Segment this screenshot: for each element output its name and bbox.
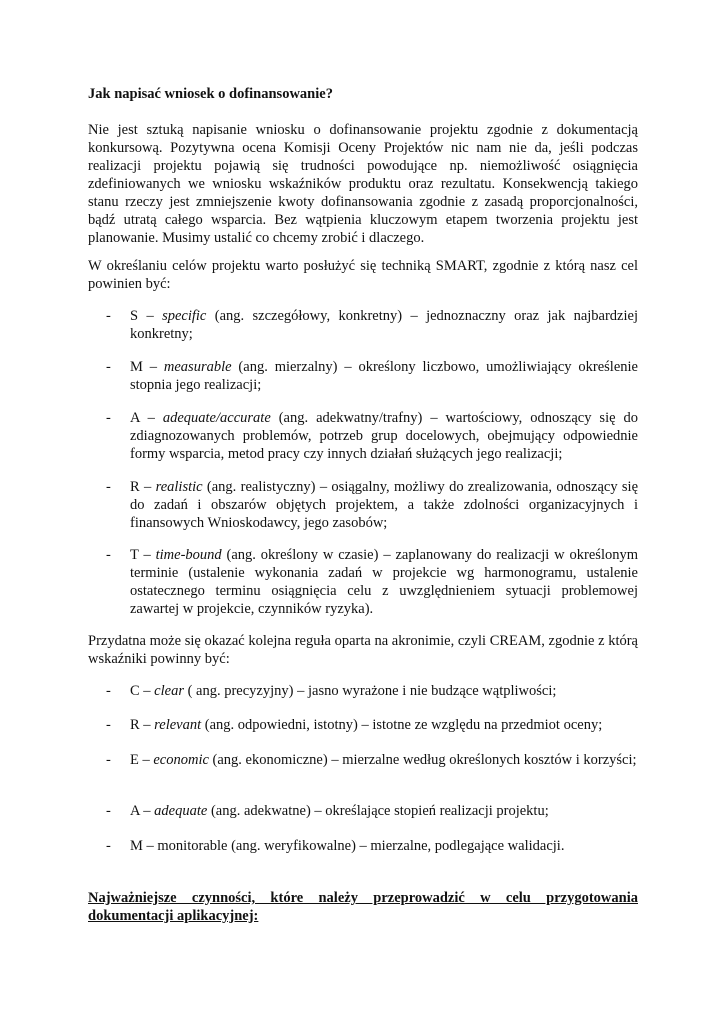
item-description: (ang. odpowiedni, istotny) – istotne ze względu na przedmiot oceny; [201,717,603,733]
bullet-dash: - [106,683,111,699]
item-prefix: S – [130,308,163,324]
intro-paragraph: Nie jest sztuką napisanie wniosku o dofinansowanie projektu zgodnie z dokumentacją konkursową. Pozytywna ocena Komisji Oceny Projektów nic nam nie da, jeśli podczas realizacji projektu pojawią się trudności powodujące np. niemożliwość osiągnięcia zdefiniowanych we wniosku wskaźników produktu oraz rezultatu. Konsekwencją takiego stanu rzeczy jest zmniejszenie kwoty dofinansowania zgodnie z zasadą proporcjonalności, bądź utratą całego wsparcia. Bez wątpienia kluczowym etapem tworzenia projektu jest planowanie. Musimy ustalić co chcemy zrobić i dlaczego. [88,122,638,246]
item-description: (ang. określony w czasie) – zaplanowany do realizacji w określonym terminie (ustalenie wykonania zadań w projekcie wg harmonogramu, ustalenie ostatecznego terminu osiągnięcia celu z uwzględnieniem sytuacji problemowej zawartej w projekcie, czynników ryzyka). [130,547,638,617]
item-term: realistic [155,479,203,495]
item-description: (ang. ekonomiczne) – mierzalne według określonych kosztów i korzyści; [208,752,637,768]
smart-intro-paragraph: W określaniu celów projektu warto posłużyć się techniką SMART, zgodnie z którą nasz cel powinien być: [88,258,638,292]
bullet-dash: - [106,359,111,375]
item-description: (ang. mierzalny) – określony liczbowo, umożliwiający określenie stopnia jego realizacji; [130,359,638,393]
smart-item-text [130,358,638,394]
cream-item-text [130,682,638,700]
item-term: relevant [154,717,202,733]
item-prefix: R – [130,717,155,733]
cream-intro-paragraph: Przydatna może się okazać kolejna reguła oparta na akronimie, czyli CREAM, zgodnie z którą wskaźniki powinny być: [88,633,638,667]
item-term: adequate [154,803,208,819]
item-term: adequate/accurate [162,410,271,426]
item-term: time-bound [155,547,222,563]
smart-item-text [130,546,638,618]
item-description: (ang. realistyczny) – osiągalny, możliwy do zrealizowania, odnoszący się do zadań i obszarów objętych projektem, a także zdolności organizacyjnych i finansowych Wnioskodawcy, jego zasobów; [130,479,639,531]
item-prefix: C – [130,683,155,699]
cream-item-text [130,837,638,855]
bullet-dash: - [106,717,111,733]
item-term: economic [153,752,209,768]
bullet-dash: - [106,803,111,819]
item-prefix: T – [130,547,156,563]
item-prefix: M – [130,838,158,854]
cream-item-text [130,716,638,734]
item-prefix: A – [130,803,155,819]
item-prefix: E – [130,752,154,768]
item-description: ( ang. precyzyjny) – jasno wyrażone i nie budzące wątpliwości; [183,683,557,699]
bullet-dash: - [106,308,111,324]
bullet-dash: - [106,838,111,854]
item-prefix: R – [130,479,156,495]
item-description: monitorable (ang. weryfikowalne) – mierzalne, podlegające walidacji. [157,838,565,854]
final-heading: Najważniejsze czynności, które należy przeprowadzić w celu przygotowania dokumentacji aplikacyjnej: [88,890,638,924]
item-description: (ang. adekwatny/trafny) – wartościowy, odnoszący się do zdiagnozowanych problemów, potrzeb grup docelowych, obejmujący odpowiednie formy wsparcia, metod pracy czy innych działań służących jego realizacji; [130,410,638,462]
item-term: clear [154,683,184,699]
cream-item-text [130,751,638,769]
item-term: measurable [163,359,232,375]
item-description: (ang. adekwatne) – określające stopień realizacji projektu; [207,803,549,819]
smart-item-text [130,478,638,532]
cream-item-text [130,802,638,820]
item-prefix: M – [130,359,164,375]
smart-item-text [130,409,638,463]
bullet-dash: - [106,479,111,495]
item-prefix: A – [130,410,163,426]
item-term: specific [162,308,207,324]
bullet-dash: - [106,752,111,768]
bullet-dash: - [106,410,111,426]
smart-item-text [130,307,638,343]
bullet-dash: - [106,547,111,563]
document-title: Jak napisać wniosek o dofinansowanie? [88,86,333,102]
item-description: (ang. szczegółowy, konkretny) – jednoznaczny oraz jak najbardziej konkretny; [130,308,638,342]
